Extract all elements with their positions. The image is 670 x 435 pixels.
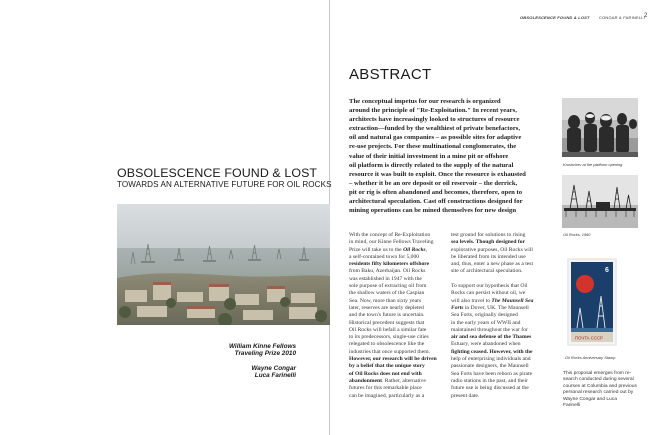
- anniversary-stamp-image: [567, 258, 617, 346]
- body-line: radio stations in the past, and their: [451, 377, 528, 384]
- body-line: can be imagined, particularly as a: [349, 392, 425, 399]
- body-line: Sea. Now, more than sixty years: [349, 297, 422, 304]
- body-line: However, our research will be driven: [349, 356, 437, 363]
- body-line: explorative purposes, Oil Rocks will: [451, 246, 533, 253]
- award-line-2: Traveling Prize 2010: [234, 350, 296, 358]
- body-line: Oil Rocks will befall a similar fate: [349, 326, 427, 333]
- khrushchev-photo: [562, 98, 638, 157]
- lead-line: pit or rig is often abandoned and becomes, therefore, open to: [349, 188, 523, 196]
- body-line: present date.: [451, 392, 480, 399]
- note-line: Wayne Congar and Luca: [563, 396, 617, 402]
- lead-line: value of their initial investment in a mine pit or offshore: [349, 152, 509, 160]
- rig-caption: Oil Rocks, 1960: [563, 232, 591, 237]
- fellowship-credits: [180, 343, 296, 379]
- note-line: personal research carried out by: [563, 390, 634, 396]
- oil-rocks-photo: [117, 204, 330, 325]
- abstract-heading: ABSTRACT: [349, 66, 432, 83]
- lead-line: resource it was built to exploit. Once the resource is exhausted: [349, 170, 526, 178]
- body-line: future use is being discussed at the: [451, 385, 529, 392]
- oil-rocks-1960-photo: [562, 175, 638, 228]
- lead-line: around the principle of "Re-Exploitation." In recent years,: [349, 107, 517, 115]
- stamp-caption: Oil Rocks Anniversary Stamp: [565, 355, 616, 360]
- lead-line: architects have increasingly looked to structures of resource: [349, 116, 520, 124]
- body-line: Historical precedent suggests that: [349, 319, 425, 326]
- lead-line: – whether it be an ore deposit or oil reservoir – the derrick,: [349, 179, 518, 187]
- body-line: fighting ceased. However, with the: [451, 348, 533, 355]
- lead-line: extraction—funded by the wealthiest of private benefactors,: [349, 125, 521, 133]
- body-line: be liberated from its intended use: [451, 253, 526, 260]
- body-line: sea levels. Though designed for: [451, 239, 526, 246]
- body-column-a: [349, 232, 451, 400]
- body-line: Prize will take us to the Oil Rocks,: [349, 246, 427, 253]
- body-line: in mind, our Kinne Fellows Traveling: [349, 239, 434, 246]
- body-line: and the town's future is uncertain.: [349, 312, 425, 319]
- khrushchev-caption: Krushchev at the platform opening: [563, 162, 623, 167]
- body-line: Sea Forts have been reborn as pirate: [451, 370, 533, 377]
- lead-line: architectural speculation. Cast off constructions designed for: [349, 198, 523, 206]
- running-authors: CONGAR & FARINELLI: [598, 15, 646, 20]
- body-line: industries that once supported them.: [349, 348, 430, 355]
- author-2: Luca Farinelli: [254, 371, 296, 379]
- abstract-lead-paragraph: [349, 97, 549, 215]
- award-line-1: William Kinne Fellows: [228, 343, 296, 350]
- body-line: passionate designers, the Maunsell: [451, 363, 529, 370]
- page-title: OBSOLESCENCE FOUND & LOST: [117, 166, 318, 180]
- body-line: maintained throughout the war for: [451, 326, 528, 333]
- proposal-note: [563, 371, 653, 409]
- body-line: to its predecessors, single-use cities: [349, 334, 429, 341]
- note-line: Farinelli: [563, 403, 581, 409]
- note-line: This proposal emerges from re-: [563, 371, 632, 376]
- body-line: futures for this remarkable place: [349, 385, 422, 392]
- running-header: [520, 13, 648, 20]
- body-line: the shallow waters of the Caspian: [349, 290, 425, 297]
- body-line: Rocks can persist without oil, we: [451, 290, 526, 297]
- body-line: Estuary, were abandoned when: [451, 341, 521, 348]
- body-line: relegated to obsolescence like the: [349, 341, 425, 348]
- body-line: from Baku, Azerbaijan. Oil Rocks: [349, 268, 426, 275]
- body-line: site of architectural speculation.: [451, 268, 523, 275]
- body-line: help of enterprising individuals and: [451, 356, 531, 363]
- body-line: by a belief that the unique story: [349, 363, 425, 370]
- lead-line: mining operations can be mined themselves for new design: [349, 207, 517, 215]
- body-line: To support our hypothesis that Oil: [451, 283, 528, 290]
- body-line: Sea Forts, originally designed: [451, 312, 518, 319]
- lead-line: oil platform is directly related to the supply of the natural: [349, 161, 514, 169]
- body-line: of Oil Rocks does not end with: [349, 370, 422, 377]
- lead-line: re-use projects. For these multinational conglomerates, the: [349, 143, 517, 151]
- body-line: a self-contained town for 5,000: [349, 253, 420, 260]
- body-line: test ground for solutions to rising: [451, 232, 526, 238]
- body-line: will also travel to The Maunsell Sea: [451, 297, 534, 304]
- lead-line: The conceptual impetus for our research is organized: [349, 98, 501, 105]
- author-1: Wayne Congar: [251, 364, 296, 372]
- body-line: sole purpose of extracting oil from: [349, 283, 427, 290]
- running-title: OBSOLESCENCE FOUND & LOST: [520, 15, 590, 20]
- page-number: 2: [644, 13, 648, 19]
- body-line: With the concept of Re-Exploitation: [349, 232, 431, 238]
- body-line: in the early years of WWII and: [451, 319, 521, 326]
- body-line: later, reserves are nearly depleted: [349, 304, 424, 311]
- lead-line: oil and natural gas companies – as possible sites for adaptive: [349, 134, 522, 142]
- stamp-text: ПОЧТА СССР: [575, 335, 603, 341]
- oil-rocks-emphasis: Oil Rocks: [403, 246, 426, 253]
- stamp-value: 6: [605, 267, 609, 274]
- body-line: residents fifty kilometers offshore: [349, 261, 430, 268]
- body-line: Forts in Dover, UK. The Maunsell: [451, 304, 529, 311]
- body-line: air and sea defense of the Thames: [451, 334, 532, 341]
- body-line: abandonment. Rather, alternative: [349, 377, 426, 384]
- body-line: and, thus, enter a new phase as a test: [451, 261, 534, 268]
- left-page-title-block: [117, 166, 332, 190]
- body-line: was established in 1947 with the: [349, 275, 422, 282]
- body-column-b: [451, 232, 553, 400]
- page-subtitle: TOWARDS AN ALTERNATIVE FUTURE FOR OIL ROCKS: [117, 180, 332, 189]
- note-line: courses at Columbia and previous: [563, 383, 637, 389]
- maunsell-emphasis: The Maunsell Sea: [491, 297, 534, 304]
- note-line: search conducted during several: [563, 377, 634, 383]
